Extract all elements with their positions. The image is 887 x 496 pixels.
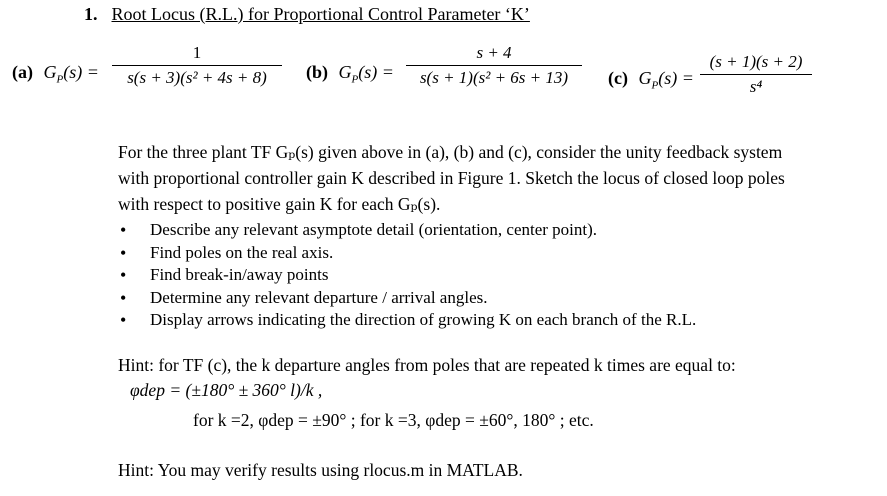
equation-b [306, 62, 394, 86]
equation-b-fraction [406, 43, 582, 88]
list-item: • Describe any relevant asymptote detail (orientation, center point). [118, 219, 696, 242]
intro-line-2: with proportional controller gain K described in Figure 1. Sketch the locus of closed loop poles [118, 168, 785, 188]
equation-a-sub: P [56, 73, 64, 86]
equation-c-denominator: s⁴ [749, 77, 763, 96]
fraction-bar [406, 65, 582, 66]
equation-c-sub: P [651, 79, 659, 92]
intro-line-3: with respect to positive gain K for each Gₚ(s). [118, 194, 441, 214]
task-list [118, 219, 696, 332]
hint-1-line-1: Hint: for TF (c), the k departure angles from poles that are repeated k times are equal to: [118, 355, 736, 375]
equation-c-arg: (s) = [658, 68, 694, 88]
equation-a-numerator: 1 [192, 43, 202, 62]
equation-b-lhs: G [338, 62, 352, 82]
equation-c-lhs: G [638, 68, 652, 88]
intro-line-1: For the three plant TF Gₚ(s) given above in (a), (b) and (c), consider the unity feedback system [118, 142, 783, 162]
equation-b-denominator: s(s + 1)(s² + 6s + 13) [419, 68, 569, 87]
list-item: • Determine any relevant departure / arrival angles. [118, 287, 696, 310]
equation-b-numerator: s + 4 [476, 43, 512, 62]
fraction-bar [700, 74, 812, 75]
list-item: • Find break-in/away points [118, 264, 696, 287]
equation-b-sub: P [351, 73, 359, 86]
hint-1-formula: φdep = (±180° ± 360° l)/k , [130, 380, 323, 400]
equation-c-numerator: (s + 1)(s + 2) [709, 52, 803, 71]
equation-c-label: (c) [608, 68, 628, 88]
hint-1-line-3: for k =2, φdep = ±90° ; for k =3, φdep = ±60°, 180° ; etc. [193, 410, 594, 430]
list-item: • Display arrows indicating the direction of growing K on each branch of the R.L. [118, 309, 696, 332]
equation-a-denominator: s(s + 3)(s² + 4s + 8) [127, 68, 267, 87]
equation-c [608, 68, 694, 92]
equation-a-fraction [112, 43, 282, 88]
problem-number: 1. [84, 4, 98, 24]
list-item: • Find poles on the real axis. [118, 242, 696, 265]
problem-title [84, 4, 530, 25]
equation-b-arg: (s) = [358, 62, 394, 82]
equation-a [12, 62, 99, 86]
problem-title-text: Root Locus (R.L.) for Proportional Control Parameter ‘K’ [111, 4, 530, 24]
fraction-bar [112, 65, 282, 66]
hint-2: Hint: You may verify results using rlocus.m in MATLAB. [118, 460, 523, 480]
equation-a-arg: (s) = [63, 62, 99, 82]
equation-a-lhs: G [43, 62, 57, 82]
equation-c-fraction [700, 52, 812, 97]
equation-b-label: (b) [306, 62, 328, 82]
equation-a-label: (a) [12, 62, 33, 82]
